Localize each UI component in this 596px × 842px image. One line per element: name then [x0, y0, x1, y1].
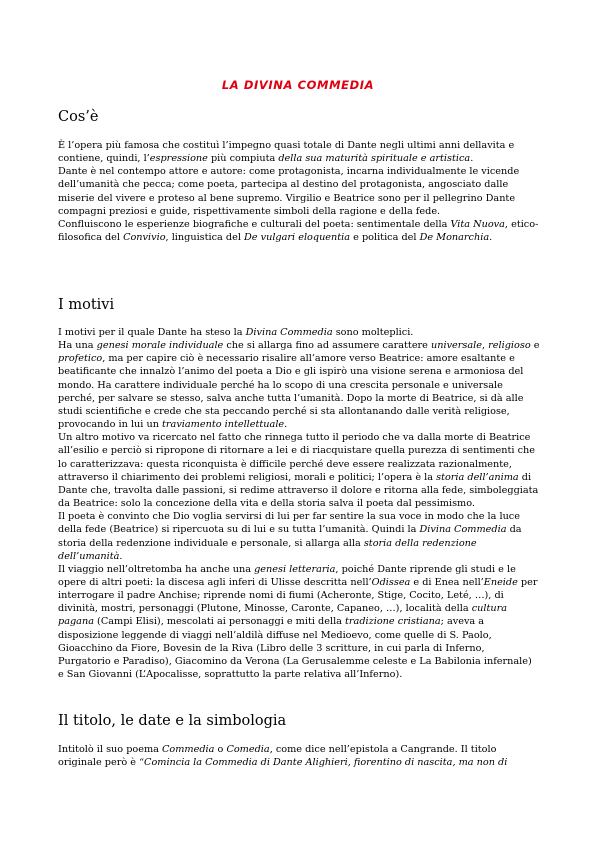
italic-text: Eneide	[483, 576, 518, 588]
paragraph: I motivi per il quale Dante ha steso la Divina Commedia sono molteplici.	[58, 327, 414, 338]
italic-text: Divina Commedia	[419, 524, 507, 536]
paragraph: Il poeta è convinto che Dio voglia servirsi di lui per far sentire la sua voce in modo che la luce della fede (Beatrice) si ripercuota su di lui e su tutta l’umanità. Quindi la Divina Commedia da storia della redenzione individuale e personale, si allarga alla storia della redenzione dell’umanità.	[58, 511, 522, 562]
italic-text: espressione	[149, 153, 208, 165]
italic-text: della sua maturità spirituale e	[278, 153, 427, 165]
italic-text: cultura pagana	[58, 603, 507, 628]
italic-text: religioso	[488, 340, 531, 352]
italic-text: tradizione cristiana	[345, 616, 441, 628]
italic-text: genesi morale individuale	[96, 340, 224, 352]
italic-text: Vita Nuova	[450, 218, 505, 230]
section-heading-motivi: I motivi	[58, 297, 115, 313]
italic-text: storia dell’anima	[436, 471, 519, 483]
section-motivi-text	[58, 326, 540, 681]
italic-text: Odissea	[371, 576, 411, 588]
document-title: LA DIVINA COMMEDIA	[221, 78, 375, 92]
italic-text: traviamento intellettuale	[162, 419, 285, 431]
paragraph: Dante è nel contempo attore e autore: come protagonista, incarna individualmente le vicende dell’umanità che pecca; come poeta, partecipa al destino del protagonista, angosciato dalle miserie del vivere e proteso al bene supremo. Virgilio e Beatrice sono per il pellegrino Dante compagni preziosi e guide, rispettivamente simboli della ragione e della fede.	[58, 166, 520, 217]
paragraph: Confluiscono le esperienze biografiche e culturali del poeta: sentimentale della Vita Nuova, etico-filosofica del Convivio, linguistica del De vulgari eloquentia e politica del De Monarchia.	[58, 218, 539, 244]
italic-text: Convivio	[123, 232, 166, 244]
paragraph: Intitolò il suo poema Commedia o Comedia, come dice nell’epistola a Cangrande. Il titolo originale però è “Comincia la Commedia di Dante Alighieri, fiorentino di nascita, ma non di	[58, 744, 508, 769]
italic-text: Commedia	[162, 744, 215, 755]
section-titolo-text	[58, 743, 540, 769]
italic-text: Comedia	[226, 744, 270, 755]
italic-text: profetico	[58, 353, 103, 365]
italic-text: Comincia la Commedia di Dante Alighieri, fiorentino di nascita, ma non di	[144, 757, 508, 769]
italic-text: universale	[431, 340, 482, 352]
paragraph: Un altro motivo va ricercato nel fatto che rinnega tutto il periodo che va dalla morte di Beatrice all’esilio e perciò si ripropone di ritornare a lei e di riacquistare quella purezza di sentimenti che lo caratterizzava: questa riconquista è difficile perché deve essere realizzata razionalmente, attraverso il chiarimento dei problemi religiosi, morali e politici; l’opera è la storia dell’anima di Dante che, travolta dalle passioni, si redime attraverso il dolore e ritorna alla fede, simboleggiata da Beatrice: solo la concezione della vita e della storia salva il poeta dal pessimismo.	[58, 432, 539, 510]
paragraph: Il viaggio nell’oltretomba ha anche una genesi letteraria, poiché Dante riprende gli studi e le opere di altri poeti: la discesa agli inferi di Ulisse descritta nell’Odissea e di Enea nell’Eneide per interrogare il padre Anchise; riprende nomi di fiumi (Acheronte, Stige, Cocito, Leté, …), di divinità, mostri, personaggi (Plutone, Minosse, Caronte, Capaneo, …), località della cultura pagana (Campi Elisi), mescolati ai personaggi e miti della tradizione cristiana; aveva a disposizione leggende di viaggi nell’aldilà diffuse nel Medioevo, come quelle di S. Paolo, Gioacchino da Fiore, Bovesin de la Riva (Libro delle 3 scritture, in cui parla di Inferno, Purgatorio e Paradiso), Giacomino da Verona (La Gerusalemme celeste e La Babilonia infernale) e San Giovanni (L’Apocalisse, soprattutto la parte relativa all’Inferno).	[58, 563, 538, 681]
section-heading-titolo: Il titolo, le date e la simbologia	[58, 713, 287, 729]
italic-text: De Monarchia	[419, 232, 490, 244]
paragraph: Ha una genesi morale individuale che si allarga fino ad assumere carattere universale, religioso e profetico, ma per capire ciò è necessario risalire all’amore verso Beatrice: amore esaltante e beatificante che innalzò l’animo del poeta a Dio e gli ispirò una visione serena e armoniosa del mondo. Ha carattere individuale perché ha lo scopo di una crescita personale e universale perché, per salvare se stesso, salva anche tutta l’umanità. Dopo la morte di Beatrice, si dà alle studi scientifiche e crede che sta peccando perché si sta allontanando dalle verità religiose, provocando in lui un traviamento intellettuale.	[58, 340, 540, 431]
italic-text: Divina Commedia	[245, 327, 333, 338]
section-cose-text	[58, 139, 540, 244]
paragraph: È l’opera più famosa che costituì l’impegno quasi totale di Dante negli ultimi anni dellavita e contiene, quindi, l’espressione più compiuta della sua maturità spirituale e artistica.	[58, 140, 515, 165]
italic-text: storia della redenzione dell’umanità	[58, 537, 477, 562]
italic-text: artistica	[429, 153, 471, 165]
section-heading-cose: Cos’è	[58, 109, 99, 125]
italic-text: De vulgari eloquentia	[244, 232, 351, 244]
italic-text: genesi letteraria	[254, 563, 336, 575]
